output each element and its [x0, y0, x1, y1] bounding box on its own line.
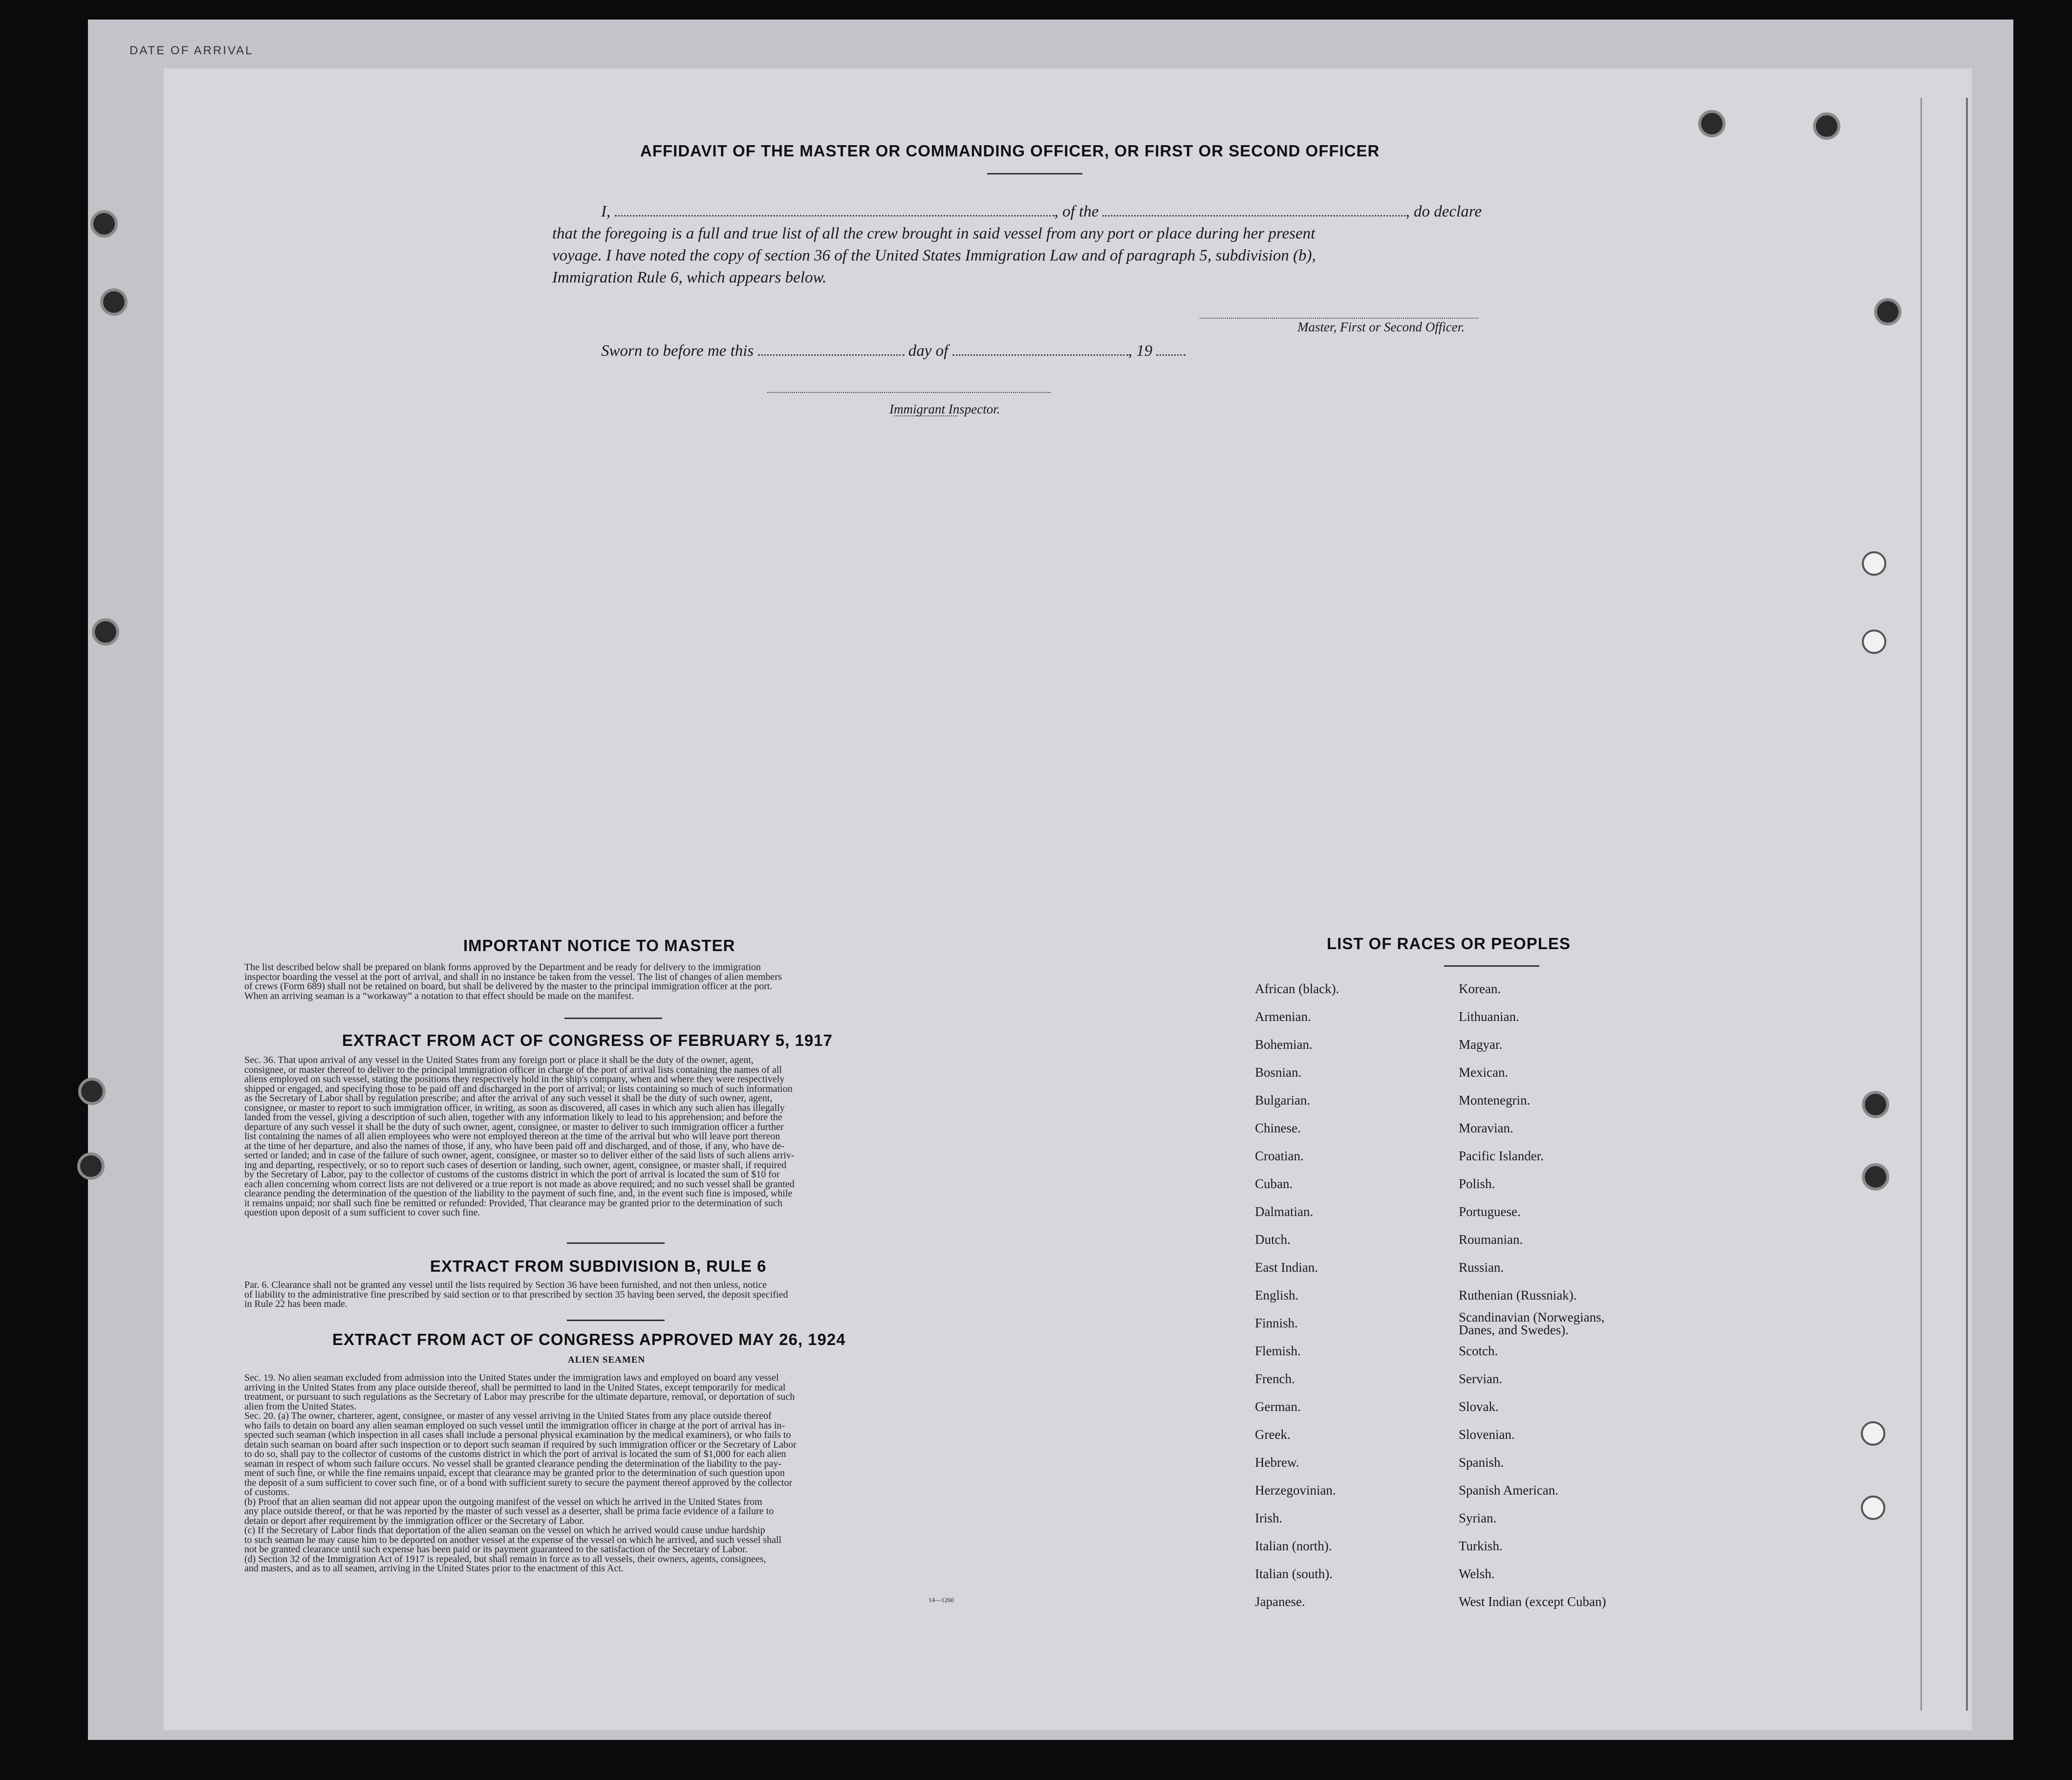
race-item: Herzegovinian. — [1255, 1483, 1336, 1498]
race-item: Flemish. — [1255, 1344, 1301, 1358]
binder-hole-icon — [77, 1152, 105, 1180]
text-line: (d) Section 32 of the Immigration Act of 1917 is repealed, but shall remain in force as to all vessels, their owners, agents, consignees, — [244, 1553, 766, 1564]
day-blank — [758, 354, 905, 356]
race-item: Turkish. — [1459, 1539, 1503, 1553]
race-item: Russian. — [1459, 1260, 1504, 1275]
affidavit-of: , of the — [1054, 203, 1099, 220]
binder-hole-icon — [92, 618, 119, 646]
divider — [564, 1018, 662, 1019]
notice-title: IMPORTANT NOTICE TO MASTER — [463, 936, 735, 955]
race-item: Syrian. — [1459, 1511, 1497, 1525]
race-item: Mexican. — [1459, 1065, 1509, 1080]
race-item: Portuguese. — [1459, 1204, 1521, 1219]
name-blank — [615, 215, 1055, 217]
race-item: Bulgarian. — [1255, 1093, 1311, 1107]
race-item: Polish. — [1459, 1176, 1495, 1191]
text-line: alien from the United States. — [244, 1401, 357, 1412]
race-item: Spanish. — [1459, 1455, 1504, 1470]
act-1917-title: EXTRACT FROM ACT OF CONGRESS OF FEBRUARY 5, 1917 — [342, 1031, 833, 1049]
race-item: Scotch. — [1459, 1344, 1498, 1358]
back-sheet-header: DATE OF ARRIVAL — [130, 44, 254, 57]
race-item: Cuban. — [1255, 1176, 1293, 1191]
binder-hole-icon — [90, 210, 118, 238]
race-item: Slovak. — [1459, 1399, 1499, 1414]
sworn-line — [601, 342, 1186, 360]
text-line: of customs. — [244, 1487, 290, 1498]
binder-hole-icon — [1874, 298, 1901, 326]
race-item: Montenegrin. — [1459, 1093, 1531, 1107]
text-line: treatment, or pursuant to such regulations as the Secretary of Labor may prescribe for the ultimate departure, removal, or deportation of such — [244, 1391, 795, 1402]
text-line: (b) Proof that an alien seaman did not appear upon the outgoing manifest of the vessel on which he arrived in the United States from — [244, 1496, 762, 1507]
race-item: Bohemian. — [1255, 1037, 1313, 1052]
races-column-1 — [1255, 975, 1339, 1616]
races-column-2 — [1459, 975, 1640, 1616]
text-line: serted or landed; and in case of the failure of such owner, agent, consignee, or master so to deliver either of the said lists of such aliens arriv- — [244, 1150, 795, 1161]
race-item: Slovenian. — [1459, 1427, 1515, 1442]
rule6-text — [244, 1281, 987, 1309]
affidavit-title: AFFIDAVIT OF THE MASTER OR COMMANDING OFFICER, OR FIRST OR SECOND OFFICER — [640, 142, 1380, 160]
master-signature-label: Master, First or Second Officer. — [1297, 320, 1465, 334]
text-line: consignee, or master thereof to deliver to the principal immigration officer in charge of the port of arrival lists containing the names of all — [244, 1064, 782, 1075]
race-item: Italian (north). — [1255, 1539, 1332, 1553]
text-line: of crews (Form 689) shall not be retained on board, but shall be delivered by the master to the principal immigration officer at the port. — [244, 981, 773, 992]
text-line: Sec. 20. (a) The owner, charterer, agent, consignee, or master of any vessel arriving in the United States from any place outside thereof — [244, 1411, 772, 1421]
text-line: consignee, or master to report to such immigration officer, in writing, as soon as discovered, all cases in which any such alien has illegally — [244, 1102, 785, 1113]
sworn-day-of: day of — [908, 342, 949, 360]
text-line: departure of any such vessel it shall be the duty of such owner, agent, consignee, or master to deliver to such immigration officer a further — [244, 1121, 784, 1132]
race-item: Armenian. — [1255, 1009, 1311, 1024]
text-line: of liability to the administrative fine prescribed by said section or to that prescribed by section 35 having been served, the deposit specified — [244, 1289, 788, 1300]
race-item: African (black). — [1255, 981, 1339, 996]
binder-hole-icon — [1862, 1091, 1889, 1118]
divider — [987, 173, 1082, 174]
affidavit-line3: voyage. I have noted the copy of section 36 of the United States Immigration Law and of paragraph 5, subdivision (b), — [552, 247, 1316, 264]
rule6-title: EXTRACT FROM SUBDIVISION B, RULE 6 — [430, 1257, 767, 1275]
affidavit-line4: Immigration Rule 6, which appears below. — [552, 269, 827, 286]
race-item: Scandinavian (Norwegians, Danes, and Swedes). — [1459, 1310, 1605, 1337]
text-line: detain such seaman on board after such inspection or to deport such seaman if required by such immigration officer or the Secretary of Labor — [244, 1439, 797, 1450]
binder-hole-icon — [1861, 1496, 1885, 1520]
affidavit-declare: , do declare — [1405, 203, 1482, 220]
notice-text — [244, 963, 987, 1001]
text-line: seaman in respect of whom such failure occurs. No vessel shall be granted clearance pending the determination of the liability to the pay- — [244, 1458, 782, 1469]
race-item: Servian. — [1459, 1371, 1503, 1386]
month-blank — [952, 354, 1128, 356]
inspector-signature-label: Immigrant Inspector. — [889, 402, 1000, 416]
text-line: landed from the vessel, giving a description of such alien, together with any information likely to lead to his apprehension; and before the — [244, 1112, 782, 1123]
race-item: Magyar. — [1459, 1037, 1503, 1052]
vessel-blank — [1102, 215, 1405, 217]
affidavit-i: I, — [601, 203, 611, 220]
race-item: Korean. — [1459, 981, 1501, 996]
race-item: Welsh. — [1459, 1566, 1495, 1581]
act-1917-text — [244, 1056, 987, 1218]
race-item: Irish. — [1255, 1511, 1283, 1525]
binder-hole-icon — [1862, 1163, 1889, 1191]
text-line: spected such seaman (which inspection in all cases shall include a personal physical examination by the medical examiners), or who fails to — [244, 1430, 791, 1440]
races-title: LIST OF RACES OR PEOPLES — [1327, 934, 1571, 953]
text-line: aliens employed on such vessel, stating the positions they respectively hold in the ship's company, when and where they were respectively — [244, 1074, 785, 1085]
text-line: who fails to detain on board any alien seaman employed on such vessel until the immigration officer in charge at the port of arrival has in- — [244, 1420, 785, 1431]
binder-hole-icon — [1862, 551, 1886, 576]
affidavit-line1 — [601, 203, 1482, 221]
affidavit-line2: that the foregoing is a full and true list of all the crew brought in said vessel from any port or place during her present — [552, 225, 1316, 242]
act-1924-text — [244, 1373, 987, 1574]
text-line: in Rule 22 has been made. — [244, 1299, 348, 1309]
race-item: Dalmatian. — [1255, 1204, 1314, 1219]
text-line: detain or deport after requirement by the immigration officer or the Secretary of Labor. — [244, 1515, 585, 1526]
race-item: Pacific Islander. — [1459, 1149, 1544, 1163]
race-item: Roumanian. — [1459, 1232, 1523, 1247]
sworn-year: , 19 — [1128, 342, 1153, 360]
race-item: Greek. — [1255, 1427, 1291, 1442]
text-line: (c) If the Secretary of Labor finds that deportation of the alien seaman on the vessel on which he arrived would cause undue hardship — [244, 1525, 765, 1536]
form-number: 14—1260 — [928, 1596, 954, 1604]
text-line: list containing the names of all alien employees who were not employed thereon at the time of the arrival but who will leave port thereon — [244, 1131, 780, 1142]
text-line: ment of such fine, or while the fine remains unpaid, except that clearance may be granted prior to the determination of such question upon — [244, 1468, 785, 1478]
binder-hole-icon — [1813, 112, 1840, 140]
race-item: Croatian. — [1255, 1149, 1304, 1163]
text-line: and masters, and as to all seamen, arriving in the United States prior to the enactment of this Act. — [244, 1563, 624, 1574]
race-item: Ruthenian (Russniak). — [1459, 1288, 1577, 1302]
text-line: by the Secretary of Labor, pay to the collector of customs of the customs district in which the port of arrival is located the sum of $10 for — [244, 1169, 780, 1180]
sworn-label: Sworn to before me this — [601, 342, 754, 360]
text-line: any place outside thereof, or that he was reported by the master of such vessel as a deserter, shall be prima facie evidence of a failure to — [244, 1506, 774, 1517]
binder-hole-icon — [100, 288, 128, 316]
text-line: inspector boarding the vessel at the port of arrival, and shall in no instance be taken from the vessel. The list of changes of alien members — [244, 971, 782, 982]
race-item: French. — [1255, 1371, 1295, 1386]
text-line: as the Secretary of Labor shall by regulation prescribe; and after the arrival of any such vessel it shall be the duty of such owner, agent, — [244, 1093, 773, 1104]
race-item: Spanish American. — [1459, 1483, 1558, 1498]
page-edge — [1921, 98, 1968, 1711]
race-item: East Indian. — [1255, 1260, 1318, 1275]
text-line: shipped or engaged, and specifying those to be paid off and discharged in the port of arrival; or lists containing so much of such information — [244, 1083, 793, 1094]
text-line: it remains unpaid; nor shall such fine be remitted or refunded: Provided, That clearance may be granted prior to the determination of such — [244, 1197, 782, 1209]
race-item: German. — [1255, 1399, 1301, 1414]
text-line: Par. 6. Clearance shall not be granted any vessel until the lists required by Section 36 have been furnished, and not then unless, notice — [244, 1280, 767, 1290]
text-line: When an arriving seaman is a “workaway” a notation to that effect should be made on the manifest. — [244, 990, 634, 1001]
race-item: Moravian. — [1459, 1121, 1513, 1135]
divider — [567, 1320, 665, 1321]
inspector-signature-line — [767, 391, 1051, 393]
year-blank — [1156, 354, 1186, 356]
text-line: clearance pending the determination of the question of the liability to the payment of such fine, and, in the event such fine is imposed, while — [244, 1188, 793, 1199]
text-line: each alien concerning whom correct lists are not delivered or a true report is not made as above required; and no such vessel shall be granted — [244, 1178, 795, 1190]
text-line: Sec. 19. No alien seaman excluded from admission into the United States under the immigration laws and employed on board any vessel — [244, 1372, 779, 1383]
binder-hole-icon — [1698, 110, 1726, 137]
race-item: Dutch. — [1255, 1232, 1291, 1247]
race-item: English. — [1255, 1288, 1299, 1302]
text-line: to such seaman he may cause him to be deported on another vessel at the expense of the vessel on which he arrived, and such vessel shall — [244, 1534, 782, 1545]
text-line: arriving in the United States from any place outside thereof, shall be permitted to land in the United States, except temporarily for medical — [244, 1382, 786, 1393]
text-line: question upon deposit of a sum sufficient to cover such fine. — [244, 1207, 480, 1218]
race-item: West Indian (except Cuban) — [1459, 1594, 1606, 1609]
text-line: The list described below shall be prepared on blank forms approved by the Department and be ready for delivery to the immigration — [244, 962, 761, 973]
alien-seamen-subtitle: ALIEN SEAMEN — [568, 1355, 646, 1365]
race-item: Chinese. — [1255, 1121, 1301, 1135]
race-item: Lithuanian. — [1459, 1009, 1519, 1024]
divider — [1444, 965, 1539, 967]
text-line: to do so, shall pay to the collector of customs of the customs district in which the port of arrival is located the sum of $1,000 for each alien — [244, 1449, 786, 1459]
text-line: the deposit of a sum sufficient to cover such fine, or of a bond with sufficient surety to secure the payment thereof approved by the collector — [244, 1477, 793, 1488]
race-item: Finnish. — [1255, 1316, 1298, 1330]
master-signature-line — [1200, 317, 1478, 319]
text-line: not be granted clearance until such expense has been paid or its payment guaranteed to the satisfaction of the Secretary of Labor. — [244, 1544, 748, 1555]
binder-hole-icon — [78, 1078, 106, 1105]
text-line: Sec. 36. That upon arrival of any vessel in the United States from any foreign port or place it shall be the duty of the owner, agent, — [244, 1055, 754, 1065]
binder-hole-icon — [1862, 630, 1886, 654]
text-line: ing and departing, respectively, or so to report such cases of desertion or landing, such owner, agent, consignee, or master shall, if required — [244, 1159, 787, 1171]
race-item: Japanese. — [1255, 1594, 1305, 1609]
text-line: at the time of her departure, and also the names of those, if any, who have been paid off and discharged, and of those, if any, who have de- — [244, 1140, 785, 1151]
act-1924-title: EXTRACT FROM ACT OF CONGRESS APPROVED MAY 26, 1924 — [332, 1330, 846, 1348]
inspector-prefix-line — [894, 414, 958, 416]
race-item: Bosnian. — [1255, 1065, 1302, 1080]
divider — [567, 1242, 665, 1244]
binder-hole-icon — [1861, 1421, 1885, 1446]
race-item: Hebrew. — [1255, 1455, 1299, 1470]
race-item: Italian (south). — [1255, 1566, 1333, 1581]
